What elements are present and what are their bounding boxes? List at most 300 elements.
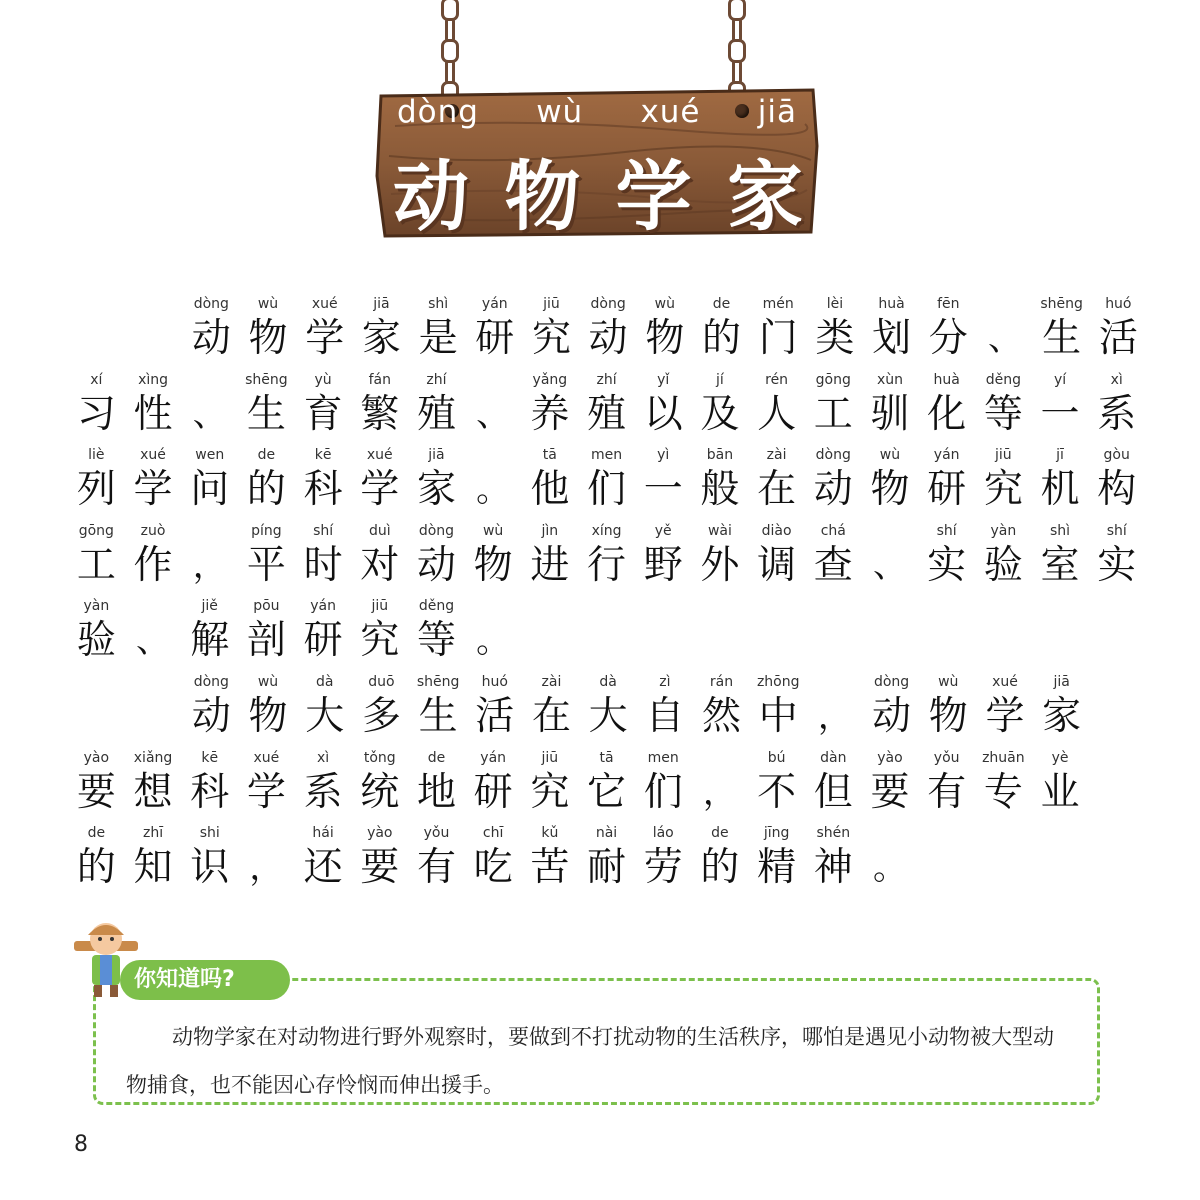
- hanzi-with-pinyin: [296, 670, 353, 740]
- pinyin: fán: [368, 371, 391, 388]
- page-title: [393, 136, 803, 245]
- pinyin: zài: [766, 447, 787, 463]
- hanzi: 动: [191, 694, 231, 739]
- hanzi: 研: [303, 618, 343, 663]
- hanzi-with-pinyin: [238, 746, 295, 816]
- punctuation: [125, 594, 182, 664]
- hanzi-with-pinyin: [692, 519, 749, 589]
- hanzi-with-pinyin: [68, 746, 125, 816]
- hanzi-with-pinyin: [183, 670, 240, 740]
- hanzi-with-pinyin: [918, 746, 975, 816]
- pinyin: wù: [938, 674, 959, 690]
- hanzi: 科: [190, 769, 230, 815]
- hanzi: 耐: [587, 845, 627, 890]
- pinyin: dòng: [193, 296, 229, 312]
- pinyin: [181, 368, 238, 392]
- hanzi: 机: [1040, 467, 1080, 512]
- pinyin: wen: [195, 447, 225, 463]
- pinyin: xí: [90, 371, 103, 388]
- hanzi: 时: [303, 542, 343, 588]
- hanzi-with-pinyin: [977, 670, 1034, 740]
- hanzi-with-pinyin: [465, 746, 522, 816]
- hanzi-with-pinyin: [805, 368, 862, 438]
- hanzi-with-pinyin: [578, 519, 635, 589]
- text-line: [68, 368, 1145, 438]
- pinyin: xì: [1110, 371, 1123, 388]
- hanzi: 究: [360, 618, 400, 663]
- pinyin: xìng: [138, 371, 168, 388]
- hanzi-with-pinyin: [181, 746, 238, 816]
- hanzi-with-pinyin: [920, 670, 977, 740]
- hanzi-with-pinyin: [408, 746, 465, 816]
- pinyin: láo: [652, 825, 674, 841]
- pinyin: kē: [314, 447, 332, 463]
- pinyin: tā: [542, 447, 557, 463]
- hanzi: 大: [305, 694, 345, 739]
- hanzi: 动: [588, 316, 628, 361]
- pinyin: de: [712, 296, 731, 312]
- hanzi-with-pinyin: [863, 670, 920, 740]
- pinyin: yàn: [990, 522, 1017, 539]
- pinyin: wù: [879, 447, 901, 463]
- pinyin: xué: [366, 447, 393, 463]
- hanzi-with-pinyin: [805, 443, 862, 513]
- hanzi: 查: [813, 542, 853, 588]
- pinyin: bān: [706, 447, 734, 463]
- pinyin: xué: [992, 674, 1018, 690]
- hanzi: 是: [418, 316, 458, 361]
- pinyin: liè: [88, 447, 105, 463]
- pinyin: wù: [257, 296, 279, 312]
- hanzi: 们: [643, 769, 683, 815]
- hanzi: 剖: [246, 618, 286, 663]
- punctuation: [465, 594, 522, 664]
- pinyin: shì: [1050, 522, 1071, 539]
- hanzi-with-pinyin: [68, 368, 125, 438]
- pinyin: [465, 594, 522, 618]
- pinyin: yàn: [83, 598, 110, 614]
- hanzi-with-pinyin: [975, 443, 1032, 513]
- hanzi: 学: [360, 467, 400, 512]
- hanzi-with-pinyin: [635, 368, 692, 438]
- pinyin: yǒu: [423, 825, 450, 841]
- pinyin: děng: [985, 371, 1021, 388]
- hanzi-with-pinyin: [750, 670, 807, 740]
- title-character: 动: [393, 152, 469, 241]
- pinyin: zuò: [140, 522, 166, 539]
- title-character: 物: [504, 152, 581, 241]
- hanzi: 。: [476, 470, 511, 510]
- pinyin: yán: [310, 598, 336, 614]
- hanzi: 分: [928, 316, 968, 361]
- text-line: [68, 519, 1145, 589]
- punctuation: [977, 292, 1034, 362]
- sign-pinyin-syllable: wù: [536, 94, 584, 130]
- hanzi-with-pinyin: [408, 519, 465, 589]
- hanzi-with-pinyin: [238, 519, 295, 589]
- pinyin: men: [647, 749, 679, 766]
- pinyin: shi: [199, 825, 220, 841]
- hanzi-with-pinyin: [523, 292, 580, 362]
- pinyin: bú: [767, 749, 786, 766]
- hanzi: 般: [700, 467, 740, 512]
- pinyin: yán: [481, 296, 508, 312]
- pinyin: jiā: [1053, 674, 1070, 690]
- pinyin: jiě: [201, 598, 218, 614]
- hanzi-with-pinyin: [408, 594, 465, 664]
- hanzi-with-pinyin: [183, 292, 240, 362]
- hanzi-with-pinyin: [692, 443, 749, 513]
- hanzi: 问: [190, 467, 230, 512]
- sign-pinyin: [397, 94, 797, 130]
- pinyin: nài: [595, 825, 618, 841]
- hanzi-with-pinyin: [1032, 368, 1089, 438]
- hanzi: 养: [530, 391, 570, 437]
- pinyin: [862, 519, 919, 543]
- pinyin: [465, 443, 522, 467]
- hanzi-with-pinyin: [522, 519, 579, 589]
- pinyin: jiū: [371, 598, 389, 614]
- pinyin: xué: [311, 296, 338, 312]
- hanzi: 构: [1097, 467, 1137, 512]
- hanzi: 动: [813, 467, 853, 512]
- hanzi: 活: [1098, 316, 1138, 361]
- hanzi-with-pinyin: [295, 443, 352, 513]
- hanzi: 殖: [416, 391, 456, 437]
- pinyin: wù: [257, 674, 279, 690]
- pinyin: mén: [762, 296, 794, 312]
- pinyin: jiā: [428, 447, 445, 463]
- pinyin: de: [87, 825, 106, 841]
- hanzi: 等: [983, 391, 1023, 437]
- hanzi-with-pinyin: [351, 594, 408, 664]
- punctuation: [238, 821, 295, 891]
- hanzi-with-pinyin: [351, 368, 408, 438]
- pinyin: dòng: [418, 522, 455, 539]
- pinyin: tǒng: [363, 749, 396, 766]
- hanzi: 要: [76, 769, 116, 815]
- hanzi-with-pinyin: [920, 292, 977, 362]
- pinyin: [692, 746, 749, 770]
- hanzi: 物: [870, 467, 910, 512]
- hanzi-with-pinyin: [693, 670, 750, 740]
- hanzi: 室: [1040, 542, 1080, 588]
- text-line: [68, 594, 522, 664]
- hanzi: 劳: [643, 845, 683, 890]
- pinyin: zhōng: [756, 674, 800, 690]
- pinyin: wù: [654, 296, 675, 312]
- pinyin: men: [590, 447, 623, 463]
- pinyin: duì: [368, 522, 391, 539]
- pinyin: huà: [933, 371, 960, 388]
- hanzi-with-pinyin: [68, 821, 125, 891]
- hanzi-with-pinyin: [465, 519, 522, 589]
- pinyin: shí: [1106, 522, 1127, 539]
- hanzi: 苦: [530, 845, 570, 890]
- hanzi: 多: [361, 694, 401, 739]
- hanzi: 化: [927, 391, 967, 437]
- hanzi: 性: [133, 391, 173, 437]
- pinyin: [977, 292, 1034, 316]
- hanzi-with-pinyin: [635, 821, 692, 891]
- hanzi-with-pinyin: [578, 443, 635, 513]
- pinyin: de: [427, 749, 446, 766]
- punctuation: [807, 670, 864, 740]
- hanzi-with-pinyin: [466, 670, 523, 740]
- hanzi-with-pinyin: [522, 443, 579, 513]
- pinyin: dàn: [820, 749, 847, 766]
- hanzi-with-pinyin: [295, 519, 352, 589]
- hanzi-with-pinyin: [522, 821, 579, 891]
- pinyin: shén: [816, 825, 851, 841]
- hanzi-with-pinyin: [238, 443, 295, 513]
- hanzi-with-pinyin: [466, 292, 523, 362]
- hanzi-with-pinyin: [68, 443, 125, 513]
- pinyin: chá: [820, 522, 846, 539]
- pinyin: shēng: [416, 674, 460, 690]
- pinyin: [465, 368, 522, 392]
- pinyin: jī: [1056, 447, 1064, 463]
- hanzi: 他: [530, 467, 570, 512]
- pinyin: zhī: [142, 825, 164, 841]
- hanzi-with-pinyin: [637, 670, 694, 740]
- hanzi-with-pinyin: [125, 746, 182, 816]
- pinyin: [862, 821, 919, 845]
- pinyin: yì: [657, 447, 670, 463]
- hanzi-with-pinyin: [693, 292, 750, 362]
- hanzi-with-pinyin: [408, 443, 465, 513]
- hanzi-with-pinyin: [181, 594, 238, 664]
- hanzi: 划: [872, 316, 912, 361]
- hanzi-with-pinyin: [748, 519, 805, 589]
- hanzi-with-pinyin: [240, 292, 297, 362]
- hanzi: 在: [757, 467, 797, 512]
- hanzi: 生: [1042, 316, 1082, 361]
- hanzi: 它: [587, 769, 627, 815]
- hanzi: 动: [872, 694, 912, 739]
- hanzi: 动: [416, 542, 456, 588]
- hanzi: 列: [76, 467, 116, 512]
- hanzi: 统: [360, 769, 400, 815]
- hanzi: 验: [76, 618, 116, 663]
- hanzi: 在: [531, 694, 571, 739]
- hanzi-with-pinyin: [522, 746, 579, 816]
- hanzi: 一: [643, 467, 683, 512]
- pinyin: shí: [313, 522, 334, 539]
- hanzi-with-pinyin: [750, 292, 807, 362]
- pinyin: chī: [482, 825, 504, 841]
- hanzi-with-pinyin: [580, 670, 637, 740]
- hanzi: 育: [303, 391, 343, 437]
- hanzi-with-pinyin: [863, 292, 920, 362]
- hanzi-with-pinyin: [1032, 746, 1089, 816]
- sign-pinyin-syllable: dòng: [397, 94, 479, 130]
- hanzi-with-pinyin: [68, 519, 125, 589]
- punctuation: [862, 519, 919, 589]
- hanzi-with-pinyin: [295, 821, 352, 891]
- hanzi: 动: [191, 316, 231, 361]
- hanzi-with-pinyin: [805, 519, 862, 589]
- pinyin: jìn: [541, 522, 559, 539]
- hanzi: 。: [872, 848, 907, 888]
- pinyin: jiū: [543, 296, 560, 312]
- hanzi: 学: [305, 316, 345, 361]
- hanzi: ，: [702, 772, 737, 813]
- pinyin: [181, 519, 238, 543]
- hanzi-with-pinyin: [1088, 368, 1145, 438]
- pinyin: dòng: [815, 447, 851, 463]
- pinyin: [807, 670, 864, 694]
- hanzi: 一: [1040, 391, 1080, 437]
- hanzi: 神: [813, 845, 853, 890]
- hanzi-with-pinyin: [748, 746, 805, 816]
- pinyin: shēng: [1040, 296, 1083, 312]
- hanzi-with-pinyin: [408, 368, 465, 438]
- text-line: [183, 670, 1090, 740]
- hanzi: 学: [246, 769, 286, 815]
- pinyin: huó: [481, 674, 508, 690]
- hanzi: 野: [643, 542, 683, 588]
- hanzi-with-pinyin: [68, 594, 125, 664]
- hanzi: 但: [813, 769, 853, 815]
- pinyin: duō: [368, 674, 395, 690]
- hanzi: 人: [757, 391, 797, 437]
- sign-pinyin-syllable: xué: [640, 94, 701, 130]
- hanzi-with-pinyin: [578, 368, 635, 438]
- hanzi: 不: [757, 769, 797, 815]
- hanzi-with-pinyin: [238, 368, 295, 438]
- pinyin: dòng: [193, 674, 229, 690]
- hanzi: 外: [700, 542, 740, 588]
- hanzi: 物: [928, 694, 968, 739]
- hanzi: 要: [360, 845, 400, 890]
- hanzi: 地: [416, 769, 456, 815]
- hanzi-with-pinyin: [580, 292, 637, 362]
- hanzi: 进: [530, 542, 570, 588]
- hanzi-with-pinyin: [181, 821, 238, 891]
- pinyin: píng: [251, 522, 282, 539]
- hanzi-with-pinyin: [1032, 519, 1089, 589]
- pinyin: rén: [765, 371, 789, 388]
- hanzi-with-pinyin: [637, 292, 694, 362]
- hanzi: 究: [531, 316, 571, 361]
- hanzi: 、: [192, 394, 227, 435]
- hanzi: 、: [476, 394, 511, 435]
- hanzi: 系: [1097, 391, 1137, 437]
- hanzi: 学: [985, 694, 1025, 739]
- pinyin: zhí: [596, 371, 617, 388]
- hanzi: 调: [757, 542, 797, 588]
- hanzi: 门: [758, 316, 798, 361]
- pinyin: huà: [878, 296, 905, 312]
- pinyin: shēng: [245, 371, 288, 388]
- hanzi: 行: [587, 542, 627, 588]
- hanzi: 的: [76, 845, 116, 890]
- pinyin: xué: [140, 447, 166, 463]
- text-line: [183, 292, 1147, 362]
- hanzi-with-pinyin: [125, 519, 182, 589]
- hanzi-with-pinyin: [805, 821, 862, 891]
- hanzi: 作: [133, 542, 173, 588]
- hanzi: 家: [1042, 694, 1082, 739]
- pinyin: gòu: [1103, 447, 1130, 463]
- pinyin: xì: [317, 749, 330, 766]
- hanzi: 精: [757, 845, 797, 890]
- pinyin: yè: [1051, 749, 1069, 766]
- hanzi: 物: [473, 542, 513, 588]
- pinyin: yǎng: [532, 371, 568, 388]
- hanzi-with-pinyin: [523, 670, 580, 740]
- pinyin: jiū: [995, 447, 1012, 463]
- pinyin: rán: [709, 674, 734, 690]
- hanzi-with-pinyin: [748, 368, 805, 438]
- pinyin: fēn: [937, 296, 960, 312]
- hanzi-with-pinyin: [410, 670, 467, 740]
- pinyin: diào: [761, 522, 792, 539]
- hanzi: 中: [758, 694, 798, 739]
- hanzi: 究: [530, 769, 570, 815]
- pinyin: yán: [480, 749, 507, 766]
- pinyin: yù: [314, 371, 332, 388]
- hanzi: 科: [303, 467, 343, 512]
- hanzi: 对: [360, 542, 400, 588]
- pinyin: xiǎng: [133, 749, 173, 766]
- hanzi-with-pinyin: [465, 821, 522, 891]
- hanzi: 习: [76, 391, 116, 437]
- title-sign: [375, 86, 820, 241]
- hanzi-with-pinyin: [862, 746, 919, 816]
- hanzi: 专: [983, 769, 1023, 815]
- did-you-know-heading: 你知道吗?: [120, 960, 290, 1000]
- pinyin: de: [711, 825, 729, 841]
- hanzi: 学: [133, 467, 173, 512]
- page-number: 8: [74, 1132, 88, 1157]
- hanzi: 自: [645, 694, 685, 739]
- hanzi-with-pinyin: [635, 443, 692, 513]
- hanzi: 等: [416, 618, 456, 663]
- sign-pinyin-syllable: jiā: [757, 94, 797, 130]
- hanzi-with-pinyin: [805, 746, 862, 816]
- hanzi: 物: [248, 694, 288, 739]
- pinyin: huó: [1105, 296, 1132, 312]
- hanzi: ，: [817, 697, 852, 737]
- hanzi: 实: [927, 542, 967, 588]
- hanzi: 物: [248, 316, 288, 361]
- hanzi: 工: [813, 391, 853, 437]
- did-you-know-text: 动物学家在对动物进行野外观察时，要做到不打扰动物的生活秩序，哪怕是遇见小动物被大型动物捕食，也不能因心存怜悯而伸出援手。: [126, 1025, 1054, 1097]
- hanzi-with-pinyin: [351, 519, 408, 589]
- pinyin: yào: [83, 749, 110, 766]
- pinyin: kǔ: [541, 825, 559, 841]
- hanzi: 殖: [587, 391, 627, 437]
- hanzi: 研: [473, 769, 513, 815]
- hanzi: 的: [702, 316, 742, 361]
- pinyin: jiā: [373, 296, 390, 312]
- pinyin: xíng: [591, 522, 622, 539]
- hanzi: 、: [987, 319, 1022, 359]
- hanzi-with-pinyin: [351, 443, 408, 513]
- hanzi: 知: [133, 845, 173, 890]
- pinyin: yào: [877, 749, 903, 766]
- punctuation: [181, 519, 238, 589]
- hanzi-with-pinyin: [240, 670, 297, 740]
- hanzi: 有: [927, 769, 967, 815]
- text-line: [68, 746, 1088, 816]
- hanzi-with-pinyin: [351, 821, 408, 891]
- pinyin: gōng: [78, 522, 114, 539]
- pinyin: kē: [201, 749, 219, 766]
- hanzi: 还: [303, 845, 343, 890]
